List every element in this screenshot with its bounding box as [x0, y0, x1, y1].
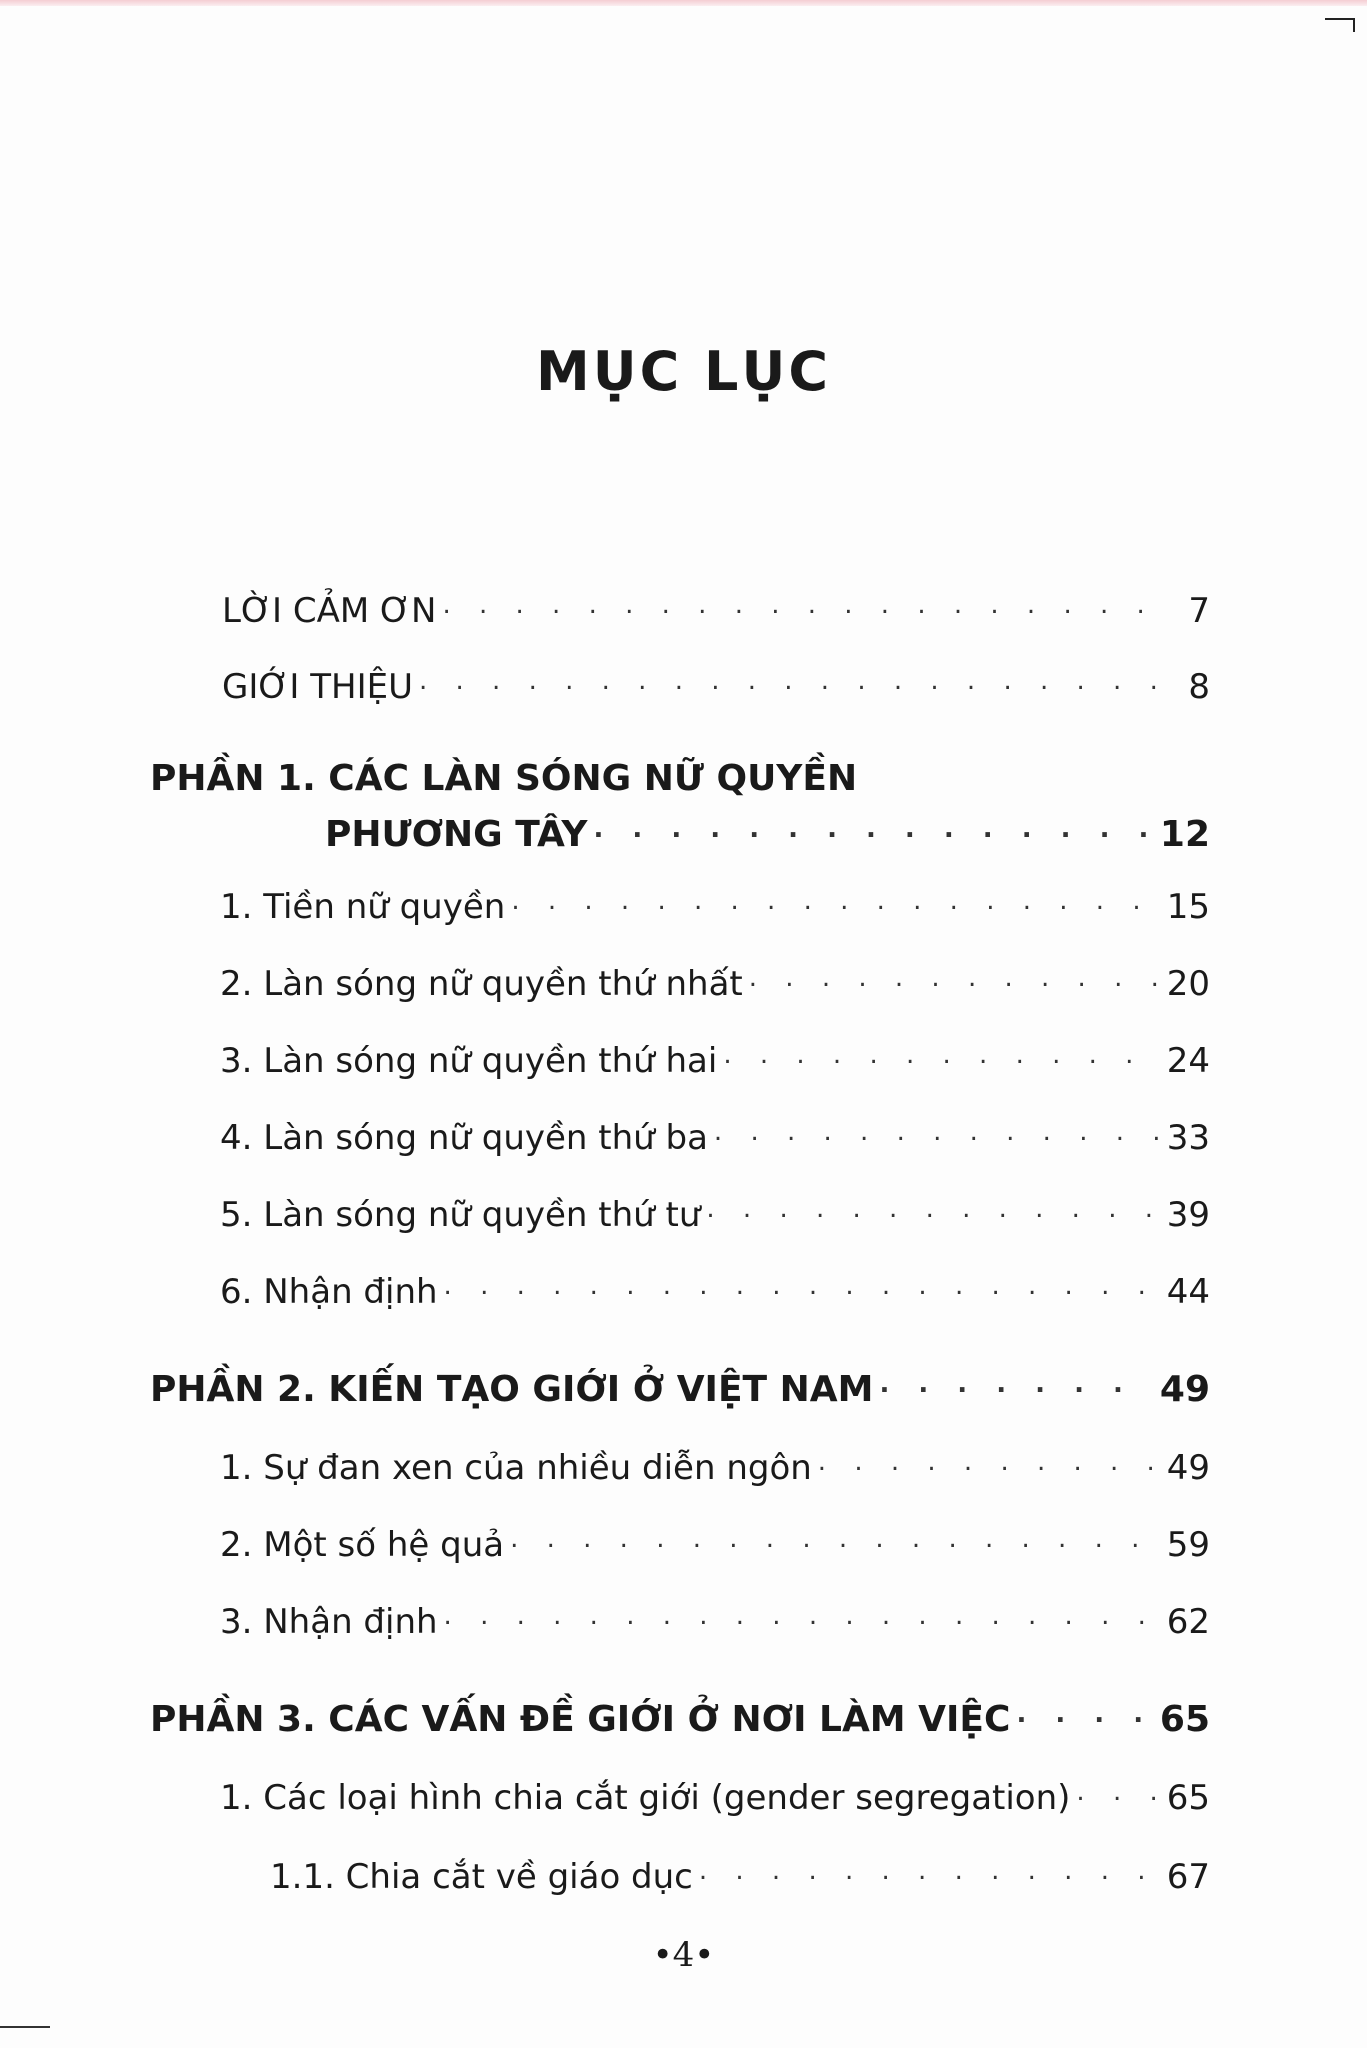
toc-entry-page: 24 — [1166, 1041, 1210, 1081]
toc-entry-label: 3. Nhận định — [220, 1602, 438, 1642]
toc-entry-page: 65 — [1166, 1778, 1210, 1818]
leader-dots — [510, 1519, 1159, 1559]
leader-dots — [706, 1189, 1158, 1229]
toc-entry-page: 20 — [1166, 964, 1210, 1004]
crop-mark-bottom-left — [0, 2026, 50, 2028]
toc-entry-page: 39 — [1166, 1195, 1210, 1235]
toc-entry-page: 44 — [1166, 1272, 1210, 1312]
toc-entry-label: 1. Các loại hình chia cắt giới (gender segregation) — [220, 1778, 1071, 1818]
leader-dots — [714, 1112, 1159, 1152]
toc-entry-label: PHẦN 3. CÁC VẤN ĐỀ GIỚI Ở NƠI LÀM VIỆC — [150, 1699, 1011, 1740]
toc-entry-label: PHƯƠNG TÂY — [325, 814, 588, 855]
toc-entry-label: 4. Làn sóng nữ quyền thứ ba — [220, 1118, 708, 1158]
toc-entry-part1-item[interactable] — [150, 1112, 1210, 1158]
toc-entry-page: 49 — [1159, 1369, 1210, 1410]
table-of-contents — [150, 585, 1210, 1897]
leader-dots — [444, 1596, 1159, 1636]
part3-heading[interactable] — [150, 1694, 1210, 1740]
toc-entry-part1-item[interactable] — [150, 1035, 1210, 1081]
part2-heading[interactable] — [150, 1364, 1210, 1410]
toc-entry-label: 2. Làn sóng nữ quyền thứ nhất — [220, 964, 743, 1004]
toc-entry-page: 67 — [1166, 1857, 1210, 1897]
toc-entry-introduction[interactable] — [150, 661, 1210, 707]
leader-dots — [1016, 1694, 1151, 1734]
leader-dots — [594, 809, 1152, 849]
leader-dots — [419, 661, 1162, 701]
page-top-edge — [0, 0, 1367, 6]
toc-entry-part3-item[interactable] — [150, 1772, 1210, 1818]
leader-dots — [723, 1035, 1158, 1075]
part1-heading-line1[interactable]: PHẦN 1. CÁC LÀN SÓNG NỮ QUYỀN — [150, 758, 858, 799]
toc-entry-part2-item[interactable] — [150, 1596, 1210, 1642]
toc-entry-label: 2. Một số hệ quả — [220, 1525, 505, 1565]
toc-entry-page: 59 — [1166, 1525, 1210, 1565]
toc-entry-part1-item[interactable] — [150, 881, 1210, 927]
toc-entry-part1-item[interactable] — [150, 1266, 1210, 1312]
toc-entry-label: 1. Tiền nữ quyền — [220, 887, 506, 927]
leader-dots — [879, 1364, 1151, 1404]
leader-dots — [511, 881, 1158, 921]
toc-entry-label: 6. Nhận định — [220, 1272, 438, 1312]
part1-heading-line2[interactable] — [150, 809, 1210, 855]
toc-entry-page: 8 — [1188, 667, 1210, 707]
toc-entry-label: 1.1. Chia cắt về giáo dục — [270, 1857, 693, 1897]
toc-entry-part2-item[interactable] — [150, 1519, 1210, 1565]
toc-entry-part3-subitem[interactable] — [150, 1851, 1210, 1897]
toc-entry-label: PHẦN 2. KIẾN TẠO GIỚI Ở VIỆT NAM — [150, 1369, 874, 1410]
toc-entry-label: 5. Làn sóng nữ quyền thứ tư — [220, 1195, 701, 1235]
toc-entry-label: LỜI CẢM ƠN — [222, 591, 437, 631]
toc-entry-label: GIỚI THIỆU — [222, 667, 413, 707]
toc-entry-page: 65 — [1159, 1699, 1210, 1740]
toc-entry-acknowledgements[interactable] — [150, 585, 1210, 631]
toc-entry-page: 7 — [1188, 591, 1210, 631]
toc-entry-page: 62 — [1166, 1602, 1210, 1642]
leader-dots — [442, 585, 1162, 625]
leader-dots — [444, 1266, 1159, 1306]
toc-entry-label: 1. Sự đan xen của nhiều diễn ngôn — [220, 1448, 812, 1488]
toc-entry-part1-item[interactable] — [150, 1189, 1210, 1235]
leader-dots — [818, 1442, 1159, 1482]
toc-entry-part1-item[interactable] — [150, 958, 1210, 1004]
page-number: •4• — [652, 1935, 715, 1975]
crop-mark-top-right — [1325, 18, 1355, 20]
toc-entry-part2-item[interactable] — [150, 1442, 1210, 1488]
leader-dots — [699, 1851, 1159, 1891]
toc-entry-label: 3. Làn sóng nữ quyền thứ hai — [220, 1041, 718, 1081]
toc-entry-page: 12 — [1159, 814, 1210, 855]
toc-entry-page: 33 — [1166, 1118, 1210, 1158]
leader-dots — [749, 958, 1159, 998]
toc-entry-page: 15 — [1166, 887, 1210, 927]
leader-dots — [1076, 1772, 1158, 1812]
page-title: MỤC LỤC — [536, 340, 831, 403]
toc-entry-page: 49 — [1166, 1448, 1210, 1488]
